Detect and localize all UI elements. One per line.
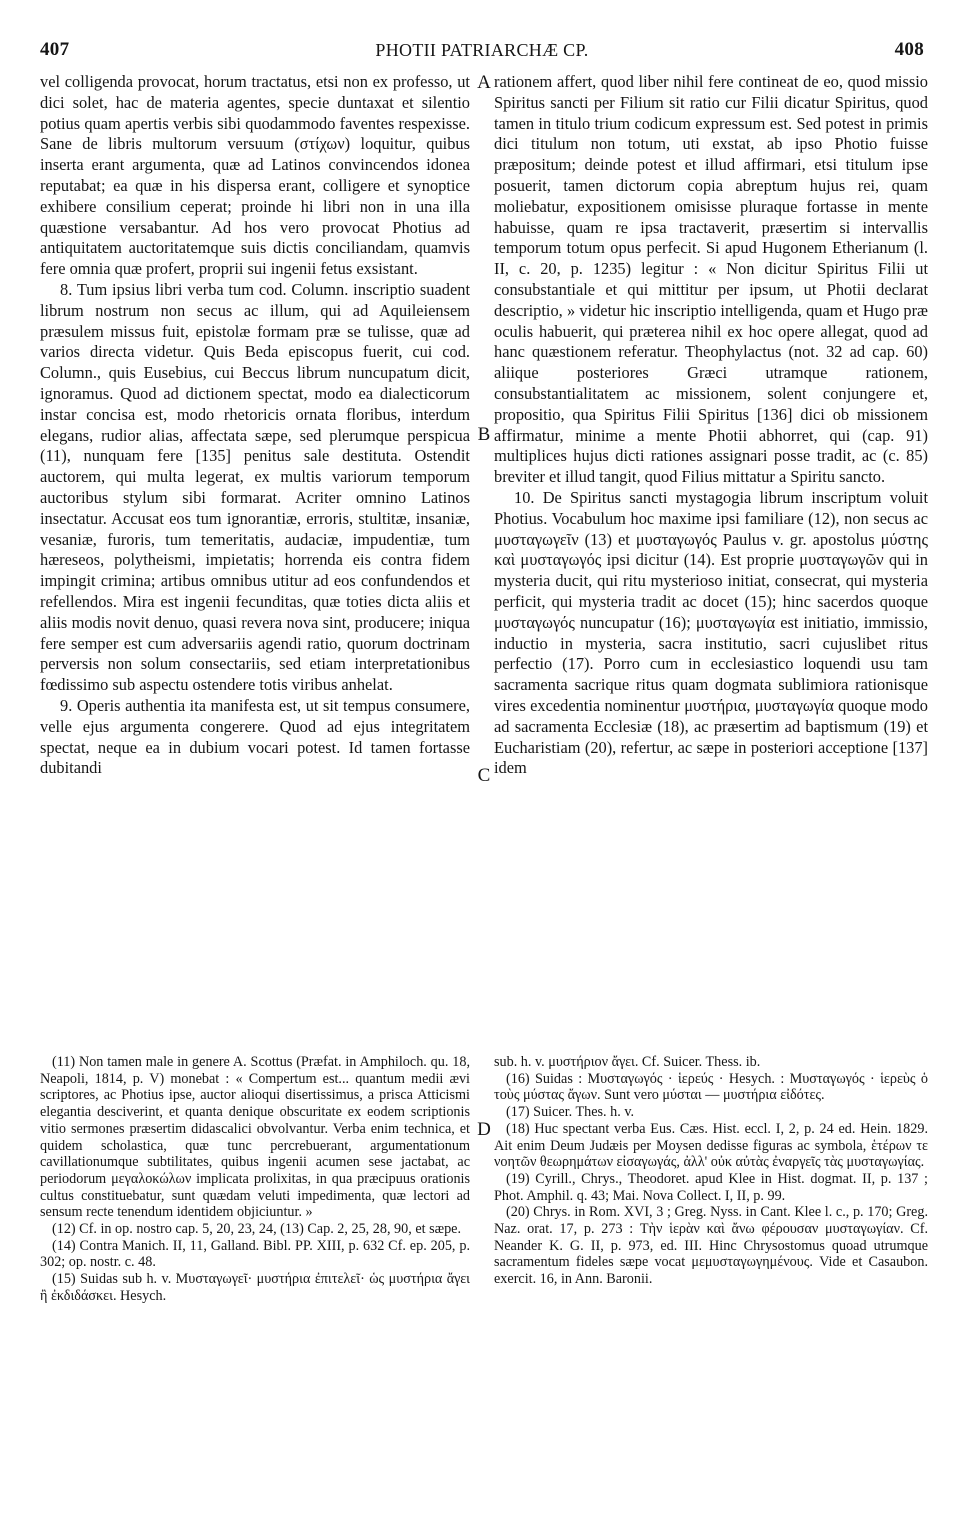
paragraph-9: 9. Operis authentia ita manifesta est, ut sit tempus consumere, velle ejus argumenta congerere. Quod ad ejus integritatem spectat, neque ea in dubium vocari potest. Id tamen fortasse dubitandi <box>40 695 470 778</box>
paragraph-8: 8. Tum ipsius libri verba tum cod. Column. inscriptio suadent librum nostrum non secus ac illum, qui ad Aquileiensem præsulem missus fuit, epistolæ formam præ se tulisse, quæ ad varios directa videtur. Quis Beda episcopus fuerit, cui cod. Column., quis Eusebius, cui Beccus librum nuncupatum dicit, ignoramus. Quod ad dictionem spectat, modo ea dialecticorum instar concisa est, modo rhetoricis ornata floribus, interdum elegans, rudior alias, affectata sæpe, sed plerumque perspicua (11), nunquam fere [135] penitus sale destituta. Ostendit auctorem, qui multa legerat, ex multis variorum temporum auctoribus stylum sibi formarat. Acriter omnino Latinos insectatur. Accusat eos tum ignorantiæ, erroris, stultitæ, insaniæ, vesaniæ, furoris, tum temeritatis, audaciæ, impudentiæ, tum hæreseos, polytheismi, impietatis; horrenda eis contra fidem impingit crimina; artibus omnibus utitur ad eos confundendos et refellendos. Mira est ingenii fecunditas, quæ toties dicta aliis et aliis modis novit denuo, quasi revera nova sint, producere; iniqua fere semper est cum adversariis agendi ratio, quorum doctrinam perversis non solum consectariis, sed etiam interpretationibus fœdissimo sub aspectu ostendere totis viribus anhelat. <box>40 279 470 695</box>
left-page-number: 407 <box>40 39 70 60</box>
footnote-11: (11) Non tamen male in genere A. Scottus (Præfat. in Amphiloch. qu. 18, Neapoli, 1814, p. V) monebat : « Compertum est... quantum medii ævi scriptores, ac Photius ipse, auctor alioqui disertissimus, a prisca Atticismi elegantia desciverint, et quanta denique obscuritate ex eodem scriptionis vitio sermones præsertim didascalici obvolvantur. Verba enim technica, et quidem scholastica, quæ tunc percrebuerant, argumentationum cavillationumque subtilitates, quibus ingenii acumen sese jactabat, ac periodorum μεγαλοκώλων implicata prolixitas, in qua præcipuus orationis cultus constituebatur, sunt quædam veluti impedimenta, quæ lectori ad sensum recte tenendum identidem objiciuntur. » <box>40 1054 470 1221</box>
margin-marker-c: C <box>477 765 491 786</box>
right-text-column <box>494 72 928 779</box>
footnote-18: (18) Huc spectant verba Eus. Cæs. Hist. eccl. I, 2, p. 24 ed. Hein. 1829. Ait enim Deum Judæis per Moysen dedisse figuras ac symbola, ἑτέρων τε νοητῶν θεωρημάτων εἰσαγωγάς, ἀλλ' οὐκ αὐτὰς ἐναργεῖς τὰς μυσταγωγίας. <box>494 1120 928 1171</box>
right-page-number: 408 <box>894 39 924 60</box>
margin-marker-d: D <box>477 1119 491 1140</box>
margin-marker-b: B <box>477 424 491 445</box>
left-footnotes <box>40 1054 470 1305</box>
running-header <box>40 34 924 66</box>
paragraph-continued: rationem affert, quod liber nihil fere contineat de eo, quod missio Spiritus sancti per Filium sit ratio cur Filii dicatur Spiritus, quod tamen in titulo trium codicum expressum est. Sed potest in primis dici titulum non totum, uti exstat, ab ipso Photio fuisse præpositum; deinde potest et illud affirmari, etsi titulum ipse posuerit, tamen dictorum copia abreptum hujus rei, quam moliebatur, expositionem omisisse pluraque fortasse in mente habuisse, quam re ipsa tractaverit, præsertim si intervallis temporum totum opus perfecit. Si apud Hugonem Etherianum (l. II, c. 20, p. 1235) legitur : « Non dicitur Spiritus Filii ut consubstantiale et qui mittitur per ipsum, ut Photii declarat descriptio, » videtur hic inscriptio intelligenda, quam et Hugo præ oculis habuerit, qui præterea nihil ex hoc opere allegat, quod ad hanc quæstionem referatur. Theophylactus (not. 32 ad cap. 60) aliique posteriores Græci utramque rationem, consubstantialitatem ac missionem, solent conjungere et, propositio, qua Spiritus Filii Spiritus [136] dici ob missionem affirmatur, minime a mente Photii abhorret, qui (cap. 91) multiplices hujus dicti rationes assignari posse tradit, ac (c. 85) breviter et illud tangit, quod Filius mittatur a Spiritu sancto. <box>494 72 928 487</box>
right-footnotes <box>494 1054 928 1288</box>
footnote-19: (19) Cyrill., Chrys., Theodoret. apud Klee in Hist. dogmat. II, p. 137 ; Phot. Amphil. q. 43; Mai. Nova Collect. I, II, p. 99. <box>494 1170 928 1204</box>
running-title: PHOTII PATRIARCHÆ CP. <box>375 39 589 60</box>
paragraph: vel colligenda provocat, horum tractatus, etsi non ex professo, ut dici solet, hac de materia agentes, specie duntaxat et silentio potius quam apertis verbis sibi quodammodo faventes respexisse. Sane de libris multorum versuum (στίχων) loquitur, quibus inserta erant argumenta, quæ ad Latinos convincendos idonea reputabat; ea quæ in his dispersa erant, colligere et synoptice exhibere consilium ceperat; proinde hi libri non in una illa quæstione versabantur. Ad hos vero provocat Photius ad antiquitatem auctoritatemque suis dictis conciliandam, quamvis fere omnia quæ profert, proprii sui ingenii fetus exsistant. <box>40 72 470 279</box>
margin-marker-a: A <box>477 72 491 93</box>
footnote-15: (15) Suidas sub h. v. Μυσταγωγεῖ· μυστήρια ἐπιτελεῖ· ὡς μυστήρια ἄγει ἢ ἐκδιδάσκει. Hesych. <box>40 1271 470 1304</box>
footnote-20: (20) Chrys. in Rom. XVI, 3 ; Greg. Nyss. in Cant. Klee l. c., p. 170; Greg. Naz. orat. 17, p. 273 : Τὴν ἱερὰν καὶ ἄνω φέρουσαν μυσταγωγίαν. Cf. Neander K. G. II, p. 973, ed. III. Hinc Chrysostomus quoad utrumque sacramentum fideles sæpe vocat μεμυσταγωγημένους. Vide et Casaubon. exercit. 16, in Ann. Baronii. <box>494 1204 928 1288</box>
footnote-16: (16) Suidas : Μυσταγωγός · ἱερεύς · Hesych. : Μυσταγωγός · ἱερεὺς ὁ τοὺς μύστας ἄγων. Sunt vero μύσται — μυστήρια εἰδότες. <box>494 1070 928 1104</box>
paragraph-10: 10. De Spiritus sancti mystagogia librum inscriptum voluit Photius. Vocabulum hoc maxime ipsi familiare (12), non secus ac μυσταγωγεῖν (13) et μυσταγωγός Paulus v. gr. apostolus μύστης καὶ μυσταγωγός ipsi dicitur (14). Est proprie μυσταγωγῶν qui in mysteria ducit, qui ritu mysterioso initiat, consecrat, qui mysteria perficit, qui mysteria tradit ac docet (15); hinc sacerdos quoque μυσταγωγός nuncupatur (16); μυσταγωγία est initiatio, immissio, inductio in mysteria, sacra institutio, sacri cujuslibet ritus perfectio (17). Porro cum in ecclesiastico loquendi usu tam sacramenta sacrique ritus quam dogmata sublimiora rationisque vires excedentia nominentur μυστήρια, μυσταγωγία quoque modo ad sacramenta Ecclesiæ (18), ac præsertim ad baptismum (19) et Eucharistiam (20), refertur, ac sæpe in posteriori acceptione [137] idem <box>494 487 928 778</box>
footnote-17: (17) Suicer. Thes. h. v. <box>506 1104 635 1121</box>
footnote-12-13: (12) Cf. in op. nostro cap. 5, 20, 23, 24, (13) Cap. 2, 25, 28, 90, et sæpe. <box>52 1221 462 1238</box>
footnote-14: (14) Contra Manich. II, 11, Galland. Bibl. PP. XIII, p. 632 Cf. ep. 205, p. 302; op. nostr. c. 48. <box>40 1237 470 1271</box>
left-text-column <box>40 72 470 779</box>
footnote-15-continued: sub. h. v. μυστήριον ἄγει. Cf. Suicer. Thess. ib. <box>494 1054 761 1070</box>
